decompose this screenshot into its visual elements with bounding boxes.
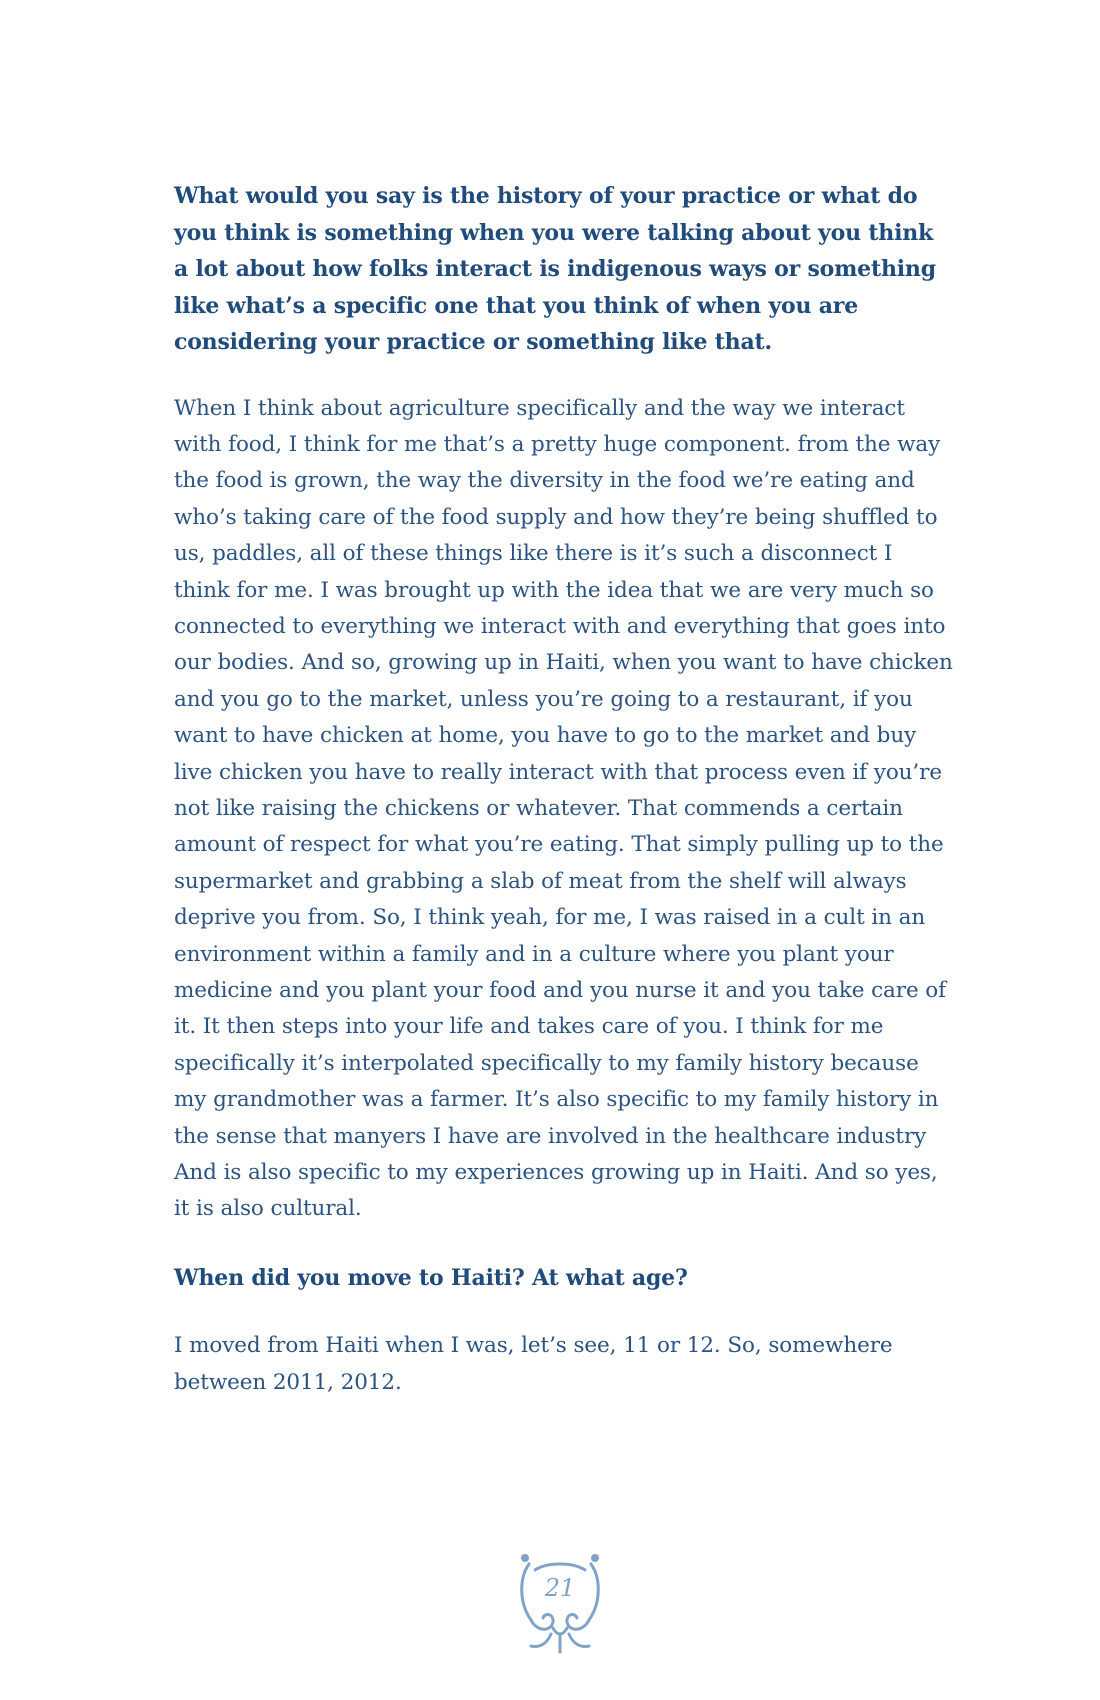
interview-question: When did you move to Haiti? At what age? <box>174 1264 688 1291</box>
interview-content <box>174 178 954 1401</box>
page-number-ornament <box>517 1548 603 1658</box>
interview-answer: When I think about agriculture specifically and the way we interact with food, I think for me that’s a pretty huge component. from the way the food is grown, the way the diversity in the food we’re eating and who’s taking care of the food supply and how they’re being shuffled to us, paddles, all of these things like there is it’s such a disconnect I think for me. I was brought up with the idea that we are very much so connected to everything we interact with and everything that goes into our bodies. And so, growing up in Haiti, when you want to have chicken and you go to the market, unless you’re going to a restaurant, if you want to have chicken at home, you have to go to the market and buy live chicken you have to really interact with that process even if you’re not like raising the chickens or whatever. That commends a certain amount of respect for what you’re eating. That simply pulling up to the supermarket and grabbing a slab of meat from the shelf will always deprive you from. So, I think yeah, for me, I was raised in a cult in an environment within a family and in a culture where you plant your medicine and you plant your food and you nurse it and you take care of it. It then steps into your life and takes care of you. I think for me specifically it’s interpolated specifically to my family history because my grandmother was a farmer. It’s also specific to my family history in the sense that manyers I have are involved in the healthcare industry And is also specific to my experiences growing up in Haiti. And so yes, it is also cultural. <box>174 395 953 1222</box>
interview-answer: I moved from Haiti when I was, let’s see, 11 or 12. So, somewhere between 2011, 2012. <box>174 1333 893 1395</box>
interview-question: What would you say is the history of your practice or what do you think is something when you were talking about you think a lot about how folks interact is indigenous ways or something like what’s a specific one that you think of when you are considering your practice or something like that. <box>174 183 936 355</box>
decorative-scroll-ornament-icon <box>517 1548 603 1658</box>
page-number: 21 <box>544 1574 576 1602</box>
